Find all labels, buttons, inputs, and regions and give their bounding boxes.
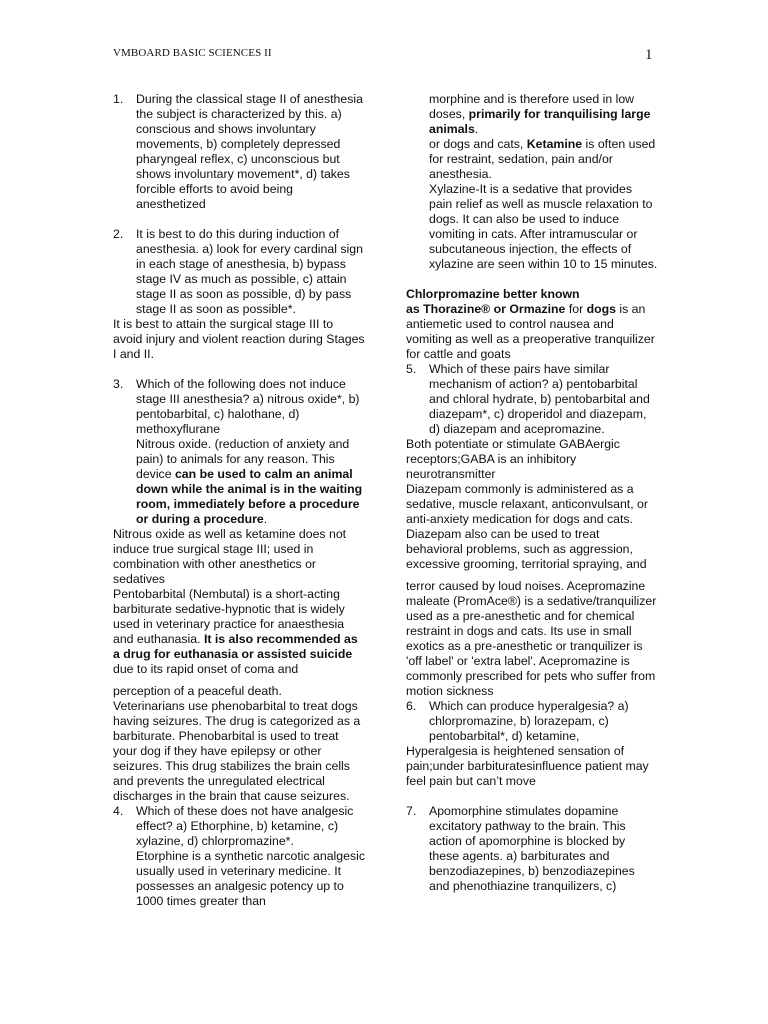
question-5: [406, 362, 658, 437]
question-text: Which of these does not have analgesic effect? a) Ethorphine, b) ketamine, c) xylazine, d) chlorpromazine*.: [136, 804, 354, 848]
question-number: 5.: [406, 362, 417, 376]
answer-explanation: Both potentiate or stimulate GABAergic receptors;GABA is an inhibitory neurotransmitter: [406, 437, 620, 481]
question-number: 2.: [113, 227, 124, 241]
morphine-continued: [406, 92, 658, 137]
bold-text-run: Chlorpromazine better known: [406, 287, 580, 301]
chlorpromazine-paragraph: [406, 287, 658, 362]
text-run: due to its rapid onset of coma and: [113, 662, 299, 676]
text-run: morphine and is therefore used in low doses,: [429, 92, 635, 121]
question-number: 4.: [113, 804, 124, 818]
bold-text-run: dogs: [586, 302, 616, 316]
pentobarbital-paragraph: [113, 587, 365, 677]
question-text: During the classical stage II of anesthesia the subject is characterized by this. a) conscious and shows involuntary movements, b) completely depressed pharyngeal reflex, c) unconscious but shows involuntary movement*, d) takes forcible efforts to avoid being anesthetized: [136, 92, 363, 211]
phenobarbital-paragraph: Veterinarians use phenobarbital to treat dogs having seizures. The drug is categorized as a barbiturate. Phenobarbital is used to treat your dog if they have epilepsy or other seizures. This drug stabilizes the brain cells and prevents the unregulated electrical discharges in the brain that cause seizures.: [113, 699, 361, 803]
text-run: Pentobarbital (Nembutal) is a short-acting barbiturate sedative-hypnotic that is widely used in veterinary practice for anaesthesia and euthanasia.: [113, 587, 345, 646]
text-run: .: [263, 512, 268, 526]
xylazine-note: Xylazine-It is a sedative that provides pain relief as well as muscle relaxation to dogs. It can also be used to induce vomiting in cats. After intramuscular or subcutaneous injection, the effects of xylazine are seen within 10 to 15 minutes.: [429, 182, 658, 271]
question-number: 1.: [113, 92, 124, 106]
nitrous-oxide-note: [113, 437, 365, 527]
page-number: 1: [645, 47, 653, 63]
question-text: Apomorphine stimulates dopamine excitatory pathway to the brain. This action of apomorphine is blocked by these agents. a) barbiturates and benzodiazepines, b) benzodiazepines and phenothiazine tranquilizers, c): [429, 804, 635, 893]
etorphine-note: Etorphine is a synthetic narcotic analgesic usually used in veterinary medicine. It possesses an analgesic potency up to 1000 times greater than: [136, 849, 365, 908]
question-2: [113, 227, 365, 317]
bold-text-run: as Thorazine® or Ormazine: [406, 302, 566, 316]
text-run: is an antiemetic used to control nausea and vomiting as well as a preoperative tranquilizer for cattle and goats: [406, 302, 655, 361]
bold-text-run: can be used to calm an animal down while the animal is in the waiting room, immediately before a procedure or during a procedure: [136, 467, 363, 526]
diazepam-paragraph: Diazepam commonly is administered as a sedative, muscle relaxant, anticonvulsant, or anti-anxiety medication for dogs and cats. Diazepam also can be used to treat behavioral problems, such as aggression, excessive grooming, territorial spraying, and: [406, 482, 648, 571]
running-header: VMBOARD BASIC SCIENCES II: [113, 47, 272, 59]
question-text: Which of the following does not induce stage III anesthesia? a) nitrous oxide*, b) pentobarbital, c) halothane, d) methoxyflurane: [136, 377, 360, 436]
bold-text-run: primarily for tranquilising large animals: [429, 107, 651, 136]
ketamine-note: [406, 137, 658, 182]
question-number: 7.: [406, 804, 417, 818]
right-column: [406, 92, 658, 894]
bold-text-run: It is also recommended as a drug for euthanasia or assisted suicide: [113, 632, 358, 661]
answer-explanation: Nitrous oxide as well as ketamine does not induce true surgical stage III; used in combination with other anesthetics or sedatives: [113, 527, 347, 586]
question-6: [406, 699, 658, 744]
question-text: It is best to do this during induction of anesthesia. a) look for every cardinal sign in each stage of anesthesia, b) bypass stage IV as much as possible, c) attain stage II as soon as possible, d) by pass stage II as soon as possible*.: [136, 227, 363, 316]
question-text: Which can produce hyperalgesia? a) chlorpromazine, b) lorazepam, c) pentobarbital*, d) ketamine,: [429, 699, 629, 743]
question-3: [113, 377, 365, 437]
question-number: 6.: [406, 699, 417, 713]
left-column: [113, 92, 365, 909]
question-4: [113, 804, 365, 849]
answer-explanation: It is best to attain the surgical stage III to avoid injury and violent reaction during Stages I and II.: [113, 317, 365, 361]
acepromazine-paragraph: terror caused by loud noises. Acepromazine maleate (PromAce®) is a sedative/tranquilizer used as a pre-anesthetic and for chemical restraint in dogs and cats. Its use in small exotics as a pre-anesthetic or tranquilizer is 'off label' or 'extra label'. Acepromazine is commonly prescribed for pets who suffer from motion sickness: [406, 579, 657, 698]
question-7: [406, 804, 658, 894]
text-run: for: [565, 302, 587, 316]
question-number: 3.: [113, 377, 124, 391]
text-run: or dogs and cats,: [429, 137, 527, 151]
pentobarbital-continued: perception of a peaceful death.: [113, 684, 282, 698]
text-run: .: [474, 122, 479, 136]
answer-explanation: Hyperalgesia is heightened sensation of pain;under barbituratesinfluence patient may feel pain but can’t move: [406, 744, 649, 788]
question-text: Which of these pairs have similar mechanism of action? a) pentobarbital and chloral hydrate, b) pentobarbital and diazepam*, c) droperidol and diazepam, d) diazepam and acepromazine.: [429, 362, 650, 436]
text-run: is often used for restraint, sedation, pain and/or anesthesia.: [429, 137, 656, 181]
bold-text-run: Ketamine: [526, 137, 583, 151]
question-1: [113, 92, 365, 212]
text-run: Nitrous oxide. (reduction of anxiety and pain) to animals for any reason. This device: [136, 437, 350, 481]
